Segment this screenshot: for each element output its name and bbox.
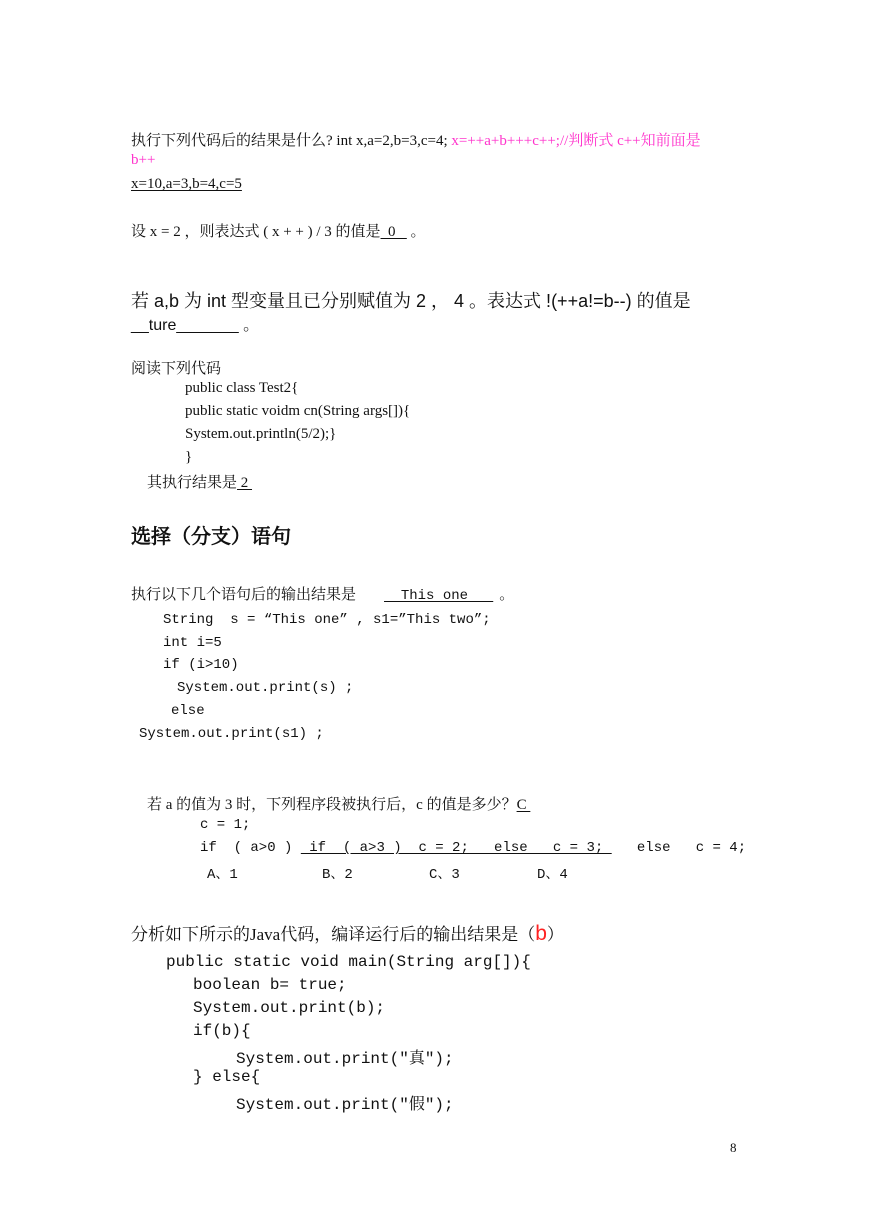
q6-question: 若 a 的值为 3 时，下列程序段被执行后，c 的值是多少？	[147, 797, 517, 813]
q7-code-line: System.out.print("假");	[236, 1096, 454, 1114]
q6-line	[147, 793, 530, 814]
q6-option-c: C、3	[429, 867, 460, 883]
page-number: 8	[730, 1140, 737, 1155]
q5-code-line: System.out.print(s1) ;	[139, 726, 324, 742]
q7-close: ）	[546, 925, 564, 944]
q1-line	[131, 129, 701, 150]
q5-code-line: else	[171, 703, 205, 719]
q5-code-line: System.out.print(s) ;	[177, 680, 354, 696]
q6-option-d: D、4	[537, 867, 568, 883]
q4-code-line: }	[185, 449, 193, 465]
q5-suffix: 。	[499, 587, 515, 603]
q6-option-a: A、1	[207, 867, 238, 883]
q4-code-line: public class Test2{	[185, 380, 299, 396]
section-heading: 选择（分支）语句	[131, 526, 291, 548]
q5-code-line: int i=5	[163, 635, 222, 651]
q6-answer: C	[516, 797, 531, 813]
q4-result-label: 其执行结果是	[147, 475, 238, 491]
q5-code-line: String s = “This one” , s1=”This two”;	[163, 612, 491, 628]
q1-highlight-a: x=++a+b+++c++;//判断式 c++知前面是	[451, 133, 701, 149]
q2-line	[131, 220, 426, 241]
q3-suffix: 。	[238, 317, 260, 334]
q6-code-tail: else c = 4;	[611, 840, 747, 856]
q6-code-line2	[200, 840, 746, 856]
q1-answer: x=10,a=3,b=4,c=5	[131, 176, 242, 192]
q6-code-line1: c = 1;	[200, 817, 251, 833]
q7-line	[131, 920, 564, 946]
q7-code-line: } else{	[193, 1068, 261, 1086]
q4-result-value: 2	[237, 475, 253, 491]
q5-line	[131, 583, 514, 604]
q3-line1: 若 a,b 为 int 型变量且已分别赋值为 2 ， 4 。表达式 !(++a!=b--) 的值是	[131, 291, 691, 311]
q1-prefix: 执行下列代码后的结果是什么? int x,a=2,b=3,c=4;	[131, 133, 452, 149]
q6-option-b: B、2	[322, 867, 353, 883]
q4-intro: 阅读下列代码	[131, 361, 222, 377]
q7-code-line: public static void main(String arg[]){	[166, 953, 531, 971]
q2-suffix: 。	[406, 224, 426, 240]
q2-text: 设 x = 2 ，则表达式 ( x + + ) / 3 的值是	[131, 224, 381, 240]
q7-code-line: System.out.print("真");	[236, 1050, 454, 1068]
q7-code-line: if(b){	[193, 1022, 251, 1040]
q1-highlight-b: b++	[131, 152, 156, 168]
q6-code-if: if ( a>0 )	[200, 840, 301, 856]
q7-question: 分析如下所示的Java代码，编译运行后的输出结果是（	[131, 925, 536, 944]
q3-answer: __ture_______	[131, 317, 239, 334]
q5-answer: This one	[384, 588, 494, 604]
q4-result	[147, 471, 252, 492]
q3-line2	[131, 312, 259, 335]
q6-code-underlined: if ( a>3 ) c = 2; else c = 3;	[300, 840, 612, 856]
q7-code-line: boolean b= true;	[193, 976, 347, 994]
q5-code-line: if (i>10)	[163, 657, 239, 673]
q4-code-line: public static voidm cn(String args[]){	[185, 403, 411, 419]
q7-answer: b	[535, 922, 547, 945]
q7-code-line: System.out.print(b);	[193, 999, 386, 1017]
q5-question: 执行以下几个语句后的输出结果是	[131, 587, 357, 603]
q4-code-line: System.out.println(5/2);}	[185, 426, 337, 442]
q2-answer: 0	[380, 224, 407, 240]
